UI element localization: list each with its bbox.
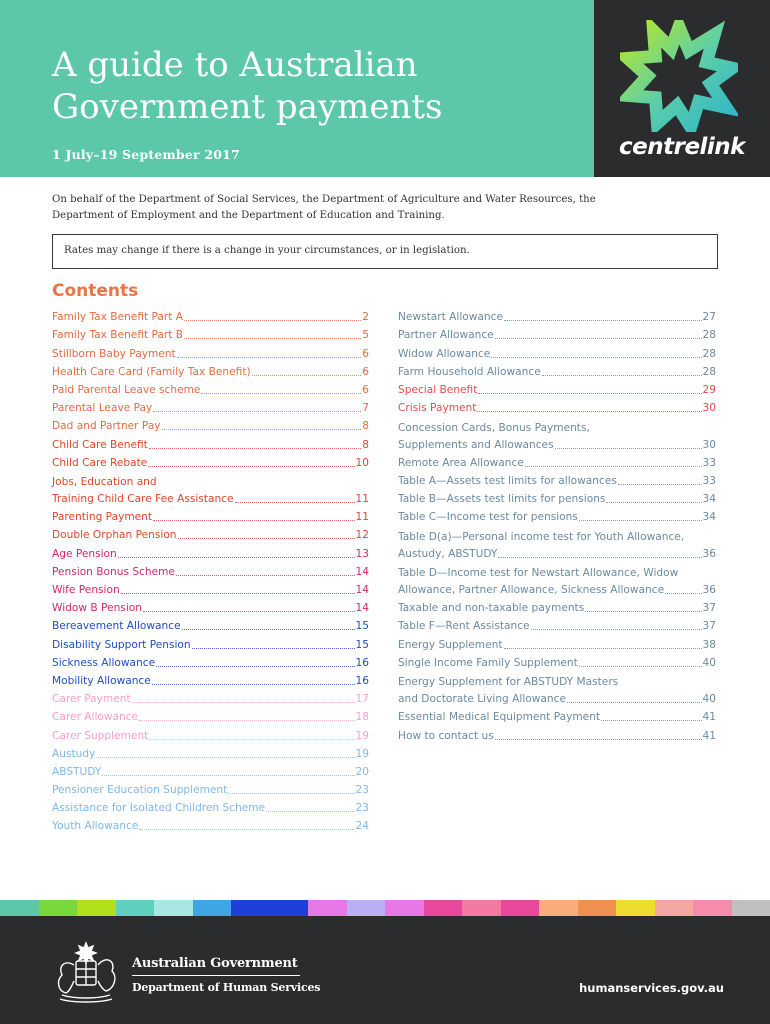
toc-entry-page: 28 [702,347,716,360]
toc-entry-label: Training Child Care Fee Assistance [52,493,234,506]
toc-entry[interactable] [52,779,369,797]
dot-leader [478,393,701,394]
government-name: Australian Government [132,956,298,971]
toc-entry-page: 15 [355,620,369,633]
color-strip-segment [693,900,732,916]
toc-entry-page: 34 [702,493,716,506]
toc-entry-page: 40 [702,693,716,706]
dot-leader [156,666,354,667]
toc-entry-label: Farm Household Allowance [398,365,541,378]
dot-leader [601,720,701,721]
brand-wordmark: centrelink [619,134,745,160]
dot-leader [579,520,702,521]
toc-entry-label: ABSTUDY [52,765,102,778]
dot-leader [665,593,701,594]
toc-entry-page: 10 [355,456,369,469]
dot-leader [121,593,355,594]
toc-entry-page: 23 [355,784,369,797]
star-logo-icon [620,20,738,132]
toc-entry-page: 24 [355,820,369,833]
toc-entry[interactable] [398,633,716,651]
notice-box: Rates may change if there is a change in your circumstances, or in legislation. [52,234,718,269]
toc-entry-page: 36 [702,584,716,597]
toc-entry-page: 7 [362,402,369,415]
toc-entry-page: 27 [702,311,716,324]
toc-entry[interactable] [52,306,369,324]
dot-leader [149,739,354,740]
color-strip-segment [193,900,232,916]
toc-entry-page: 6 [362,347,369,360]
toc-entry-label: Pension Bonus Scheme [52,565,175,578]
toc-entry-label: Child Care Benefit [52,438,148,451]
toc-entry[interactable] [52,706,369,724]
toc-entry-label: Essential Medical Equipment Payment [398,711,601,724]
toc-entry-label: Dad and Partner Pay [52,420,161,433]
color-strip-segment [231,900,270,916]
toc-entry-page: 14 [355,565,369,578]
color-strip [0,900,770,916]
toc-entry-label: Taxable and non-taxable payments [398,602,585,615]
intro-text: On behalf of the Department of Social Services, the Department of Agriculture and Water Resources, the Department of Employment and the Department of Education and Training. [52,194,596,221]
toc-entry-page: 19 [355,747,369,760]
color-strip-segment [732,900,770,916]
toc-entry-page: 11 [355,493,369,506]
toc-entry-label: Parenting Payment [52,511,153,524]
toc-entry-page: 5 [362,329,369,342]
toc-entry-page: 14 [355,584,369,597]
toc-entry-label: Partner Allowance [398,329,494,342]
dot-leader [235,502,355,503]
dot-leader [102,775,354,776]
toc-entry-label: Table B—Assets test limits for pensions [398,493,606,506]
toc-entry[interactable] [398,524,716,560]
toc-entry-page: 29 [702,383,716,396]
toc-entry[interactable] [398,379,716,397]
toc-entry-label: Youth Allowance [52,820,139,833]
toc-entry-label-line1: Energy Supplement for ABSTUDY Masters [398,676,619,689]
dot-leader [495,338,702,339]
toc-entry[interactable] [52,815,369,833]
dot-leader [504,320,702,321]
toc-entry-page: 30 [702,438,716,451]
toc-entry[interactable] [52,724,369,742]
toc-entry[interactable] [52,361,369,379]
dot-leader [152,684,355,685]
toc-entry-label: Supplements and Allowances [398,438,554,451]
dot-leader [606,502,701,503]
color-strip-segment [501,900,540,916]
toc-entry-label: Child Care Rebate [52,456,148,469]
toc-entry-page: 23 [355,802,369,815]
toc-entry-label: Austudy, ABSTUDY [398,547,498,560]
footer-divider [132,975,300,976]
toc-entry-label: Wife Pension [52,584,120,597]
dot-leader [504,648,702,649]
website-link[interactable]: humanservices.gov.au [579,981,724,995]
toc-entry[interactable] [52,761,369,779]
color-strip-segment [616,900,655,916]
toc-entry[interactable] [52,797,369,815]
color-strip-segment [539,900,578,916]
toc-entry-label-line1: Table D(a)—Personal income test for Youth Allowance, [398,530,685,543]
dot-leader [139,829,354,830]
toc-entry-label: Austudy [52,747,96,760]
toc-entry[interactable] [52,597,369,615]
toc-entry[interactable] [398,652,716,670]
header-band [0,0,594,177]
contents-list-right [398,306,716,743]
dot-leader [184,338,361,339]
dot-leader [178,538,355,539]
toc-entry-page: 17 [355,693,369,706]
color-strip-segment [116,900,155,916]
dot-leader [162,429,362,430]
dot-leader [495,739,702,740]
color-strip-segment [39,900,78,916]
toc-entry-label: Newstart Allowance [398,311,503,324]
toc-entry[interactable] [52,688,369,706]
toc-entry[interactable] [52,415,369,433]
toc-entry-label: Allowance, Partner Allowance, Sickness Allowance [398,584,665,597]
toc-entry[interactable] [52,342,369,360]
dot-leader [567,702,702,703]
toc-entry-label-line1: Concession Cards, Bonus Payments, [398,421,590,434]
toc-entry[interactable] [398,724,716,742]
toc-entry[interactable] [52,506,369,524]
toc-entry[interactable] [52,324,369,342]
toc-entry-label: Mobility Allowance [52,674,151,687]
dot-leader [148,466,354,467]
color-strip-segment [578,900,617,916]
toc-entry-page: 30 [702,402,716,415]
toc-entry-page: 20 [355,765,369,778]
toc-entry-label: Widow B Pension [52,602,142,615]
toc-entry-label: Paid Parental Leave scheme [52,383,201,396]
color-strip-segment [154,900,193,916]
toc-entry[interactable] [52,652,369,670]
toc-entry[interactable] [398,452,716,470]
dot-leader [153,411,361,412]
toc-entry-page: 34 [702,511,716,524]
contents-heading: Contents [52,281,139,301]
toc-entry-label: Double Orphan Pension [52,529,177,542]
toc-entry-page: 13 [355,547,369,560]
toc-entry[interactable] [52,433,369,451]
toc-entry-label: Single Income Family Supplement [398,656,578,669]
toc-entry-label: Crisis Payment [398,402,477,415]
toc-entry[interactable] [52,524,369,542]
toc-entry-label-line1: Table D—Income test for Newstart Allowance, Widow [398,567,679,580]
toc-entry-label: How to contact us [398,729,494,742]
toc-entry-page: 19 [355,729,369,742]
toc-entry-label: Energy Supplement [398,638,503,651]
toc-entry-page: 8 [362,420,369,433]
toc-entry[interactable] [52,615,369,633]
toc-entry-page: 41 [702,729,716,742]
color-strip-segment [0,900,39,916]
dot-leader [477,411,701,412]
toc-entry-label: Sickness Allowance [52,656,156,669]
toc-entry-label: Table F—Rent Assistance [398,620,530,633]
toc-entry-label: Carer Allowance [52,711,139,724]
dot-leader [498,557,701,558]
toc-entry-page: 36 [702,547,716,560]
toc-entry[interactable] [398,397,716,415]
toc-entry[interactable] [398,488,716,506]
toc-entry-label: and Doctorate Living Allowance [398,693,566,706]
toc-entry-label: Stillborn Baby Payment [52,347,176,360]
dot-leader [542,375,702,376]
toc-entry-label: Parental Leave Pay [52,402,153,415]
toc-entry-page: 37 [702,602,716,615]
toc-entry-page: 28 [702,365,716,378]
toc-entry-label: Family Tax Benefit Part B [52,329,184,342]
dot-leader [149,448,361,449]
color-strip-segment [308,900,347,916]
dot-leader [177,357,362,358]
toc-entry[interactable] [398,615,716,633]
dot-leader [555,448,702,449]
toc-entry[interactable] [398,670,716,706]
dot-leader [153,520,354,521]
toc-entry[interactable] [398,706,716,724]
toc-entry[interactable] [52,633,369,651]
toc-entry[interactable] [398,470,716,488]
toc-entry[interactable] [52,579,369,597]
date-range: 1 July–19 September 2017 [52,147,240,162]
color-strip-segment [462,900,501,916]
contents-list-left [52,306,369,833]
toc-entry-page: 40 [702,656,716,669]
toc-entry[interactable] [398,561,716,597]
dot-leader [96,757,354,758]
color-strip-segment [385,900,424,916]
toc-entry-page: 18 [355,711,369,724]
toc-entry-label: Table C—Income test for pensions [398,511,578,524]
coat-of-arms-icon [48,941,124,1005]
brand-logo-panel [594,0,770,177]
toc-entry-page: 8 [362,438,369,451]
toc-entry[interactable] [52,470,369,506]
toc-entry[interactable] [52,670,369,688]
toc-entry[interactable] [398,597,716,615]
dot-leader [579,666,702,667]
page-title: A guide to Australian Government payments [52,45,443,127]
dot-leader [184,320,361,321]
dot-leader [252,375,362,376]
color-strip-segment [424,900,463,916]
toc-entry-label: Table A—Assets test limits for allowances [398,474,617,487]
toc-entry-page: 12 [355,529,369,542]
dot-leader [118,557,355,558]
dot-leader [491,357,701,358]
toc-entry[interactable] [52,452,369,470]
dot-leader [228,793,354,794]
dot-leader [531,629,702,630]
dot-leader [525,466,702,467]
toc-entry-page: 16 [355,674,369,687]
toc-entry-page: 16 [355,656,369,669]
toc-entry[interactable] [52,561,369,579]
toc-entry-page: 2 [362,311,369,324]
color-strip-segment [270,900,309,916]
toc-entry-page: 33 [702,474,716,487]
toc-entry-label: Disability Support Pension [52,638,191,651]
toc-entry-page: 37 [702,620,716,633]
dot-leader [192,648,355,649]
toc-entry[interactable] [398,506,716,524]
footer [0,916,770,1024]
toc-entry-label: Assistance for Isolated Children Scheme [52,802,266,815]
toc-entry[interactable] [398,415,716,451]
toc-entry-label: Health Care Card (Family Tax Benefit) [52,365,251,378]
dot-leader [182,629,355,630]
toc-entry-label-line1: Jobs, Education and [52,476,157,489]
toc-entry[interactable] [398,324,716,342]
dot-leader [176,575,355,576]
dot-leader [201,393,361,394]
toc-entry[interactable] [52,542,369,560]
toc-entry-label: Bereavement Allowance [52,620,181,633]
toc-entry-page: 11 [355,511,369,524]
dot-leader [132,702,355,703]
toc-entry-page: 6 [362,383,369,396]
dot-leader [266,811,354,812]
toc-entry[interactable] [52,743,369,761]
dot-leader [585,611,701,612]
toc-entry[interactable] [52,397,369,415]
toc-entry-page: 33 [702,456,716,469]
toc-entry[interactable] [398,342,716,360]
department-name: Department of Human Services [132,981,321,994]
toc-entry[interactable] [52,379,369,397]
dot-leader [618,484,702,485]
color-strip-segment [77,900,116,916]
toc-entry-label: Remote Area Allowance [398,456,524,469]
toc-entry-page: 41 [702,711,716,724]
color-strip-segment [655,900,694,916]
toc-entry-label: Carer Payment [52,693,131,706]
toc-entry-label: Age Pension [52,547,117,560]
toc-entry[interactable] [398,361,716,379]
dot-leader [143,611,355,612]
toc-entry-page: 14 [355,602,369,615]
toc-entry-label: Special Benefit [398,383,478,396]
toc-entry-label: Family Tax Benefit Part A [52,311,184,324]
toc-entry[interactable] [398,306,716,324]
toc-entry-label: Pensioner Education Supplement [52,784,228,797]
dot-leader [139,720,354,721]
toc-entry-label: Widow Allowance [398,347,491,360]
color-strip-segment [347,900,386,916]
toc-entry-page: 28 [702,329,716,342]
toc-entry-page: 6 [362,365,369,378]
toc-entry-page: 38 [702,638,716,651]
toc-entry-label: Carer Supplement [52,729,149,742]
toc-entry-page: 15 [355,638,369,651]
